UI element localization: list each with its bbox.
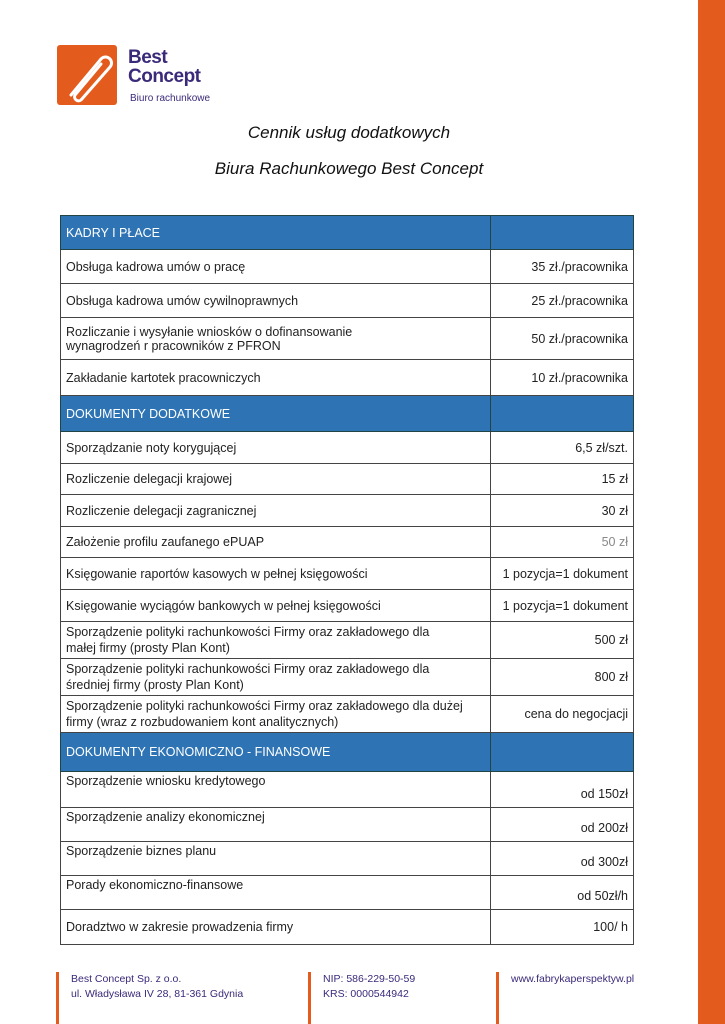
section-header: DOKUMENTY EKONOMICZNO - FINANSOWE [61,733,634,772]
footer-company: Best Concept Sp. z o.o. ul. Władysława IV 28, 81-361 Gdynia [56,972,243,1024]
table-row: Sporządzenie wniosku kredytowego od 150zł [61,772,634,808]
paperclip-logo-icon [57,45,117,105]
section-header: KADRY I PŁACE [61,216,634,250]
footer-website[interactable]: www.fabrykaperspektyw.pl [496,972,634,1024]
table-row: Rozliczanie i wysyłanie wniosków o dofinansowanie wynagrodzeń r pracowników z PFRON 50 zł./pracownika [61,318,634,360]
table-row: Księgowanie wyciągów bankowych w pełnej księgowości 1 pozycja=1 dokument [61,590,634,622]
table-row: Obsługa kadrowa umów cywilnoprawnych 25 zł./pracownika [61,284,634,318]
page-subtitle: Biura Rachunkowego Best Concept [214,159,484,178]
table-row: Doradztwo w zakresie prowadzenia firmy 100/ h [61,910,634,945]
table-row: Porady ekonomiczno-finansowe od 50zł/h [61,876,634,910]
table-row: Księgowanie raportów kasowych w pełnej księgowości 1 pozycja=1 dokument [61,558,634,590]
table-row: Zakładanie kartotek pracowniczych 10 zł./pracownika [61,360,634,396]
page-title: Cennik usług dodatkowych [247,123,451,142]
table-row: Sporządzenie analizy ekonomicznej od 200zł [61,808,634,842]
table-row: Obsługa kadrowa umów o pracę 35 zł./pracownika [61,250,634,284]
table-row: Sporządzenie biznes planu od 300zł [61,842,634,876]
brand-name: Best Concept [128,47,201,87]
table-row: Sporządzanie noty korygującej 6,5 zł/szt. [61,432,634,464]
table-row: Założenie profilu zaufanego ePUAP 50 zł [61,527,634,558]
section-header: DOKUMENTY DODATKOWE [61,396,634,432]
table-row: Rozliczenie delegacji krajowej 15 zł [61,464,634,495]
brand-subtitle: Biuro rachunkowe [130,93,211,104]
orange-side-strip [698,0,725,1024]
table-row: Rozliczenie delegacji zagranicznej 30 zł [61,495,634,527]
footer-registration: NIP: 586-229-50-59 KRS: 0000544942 [308,972,415,1024]
table-row: Sporządzenie polityki rachunkowości Firmy oraz zakładowego dla dużej firmy (wraz z rozbudowaniem kont analitycznych) cena do negocjacji [61,696,634,733]
table-row: Sporządzenie polityki rachunkowości Firmy oraz zakładowego dla małej firmy (prosty Plan Kont) 500 zł [61,622,634,659]
price-table [60,215,634,945]
table-row: Sporządzenie polityki rachunkowości Firmy oraz zakładowego dla średniej firmy (prosty Plan Kont) 800 zł [61,659,634,696]
